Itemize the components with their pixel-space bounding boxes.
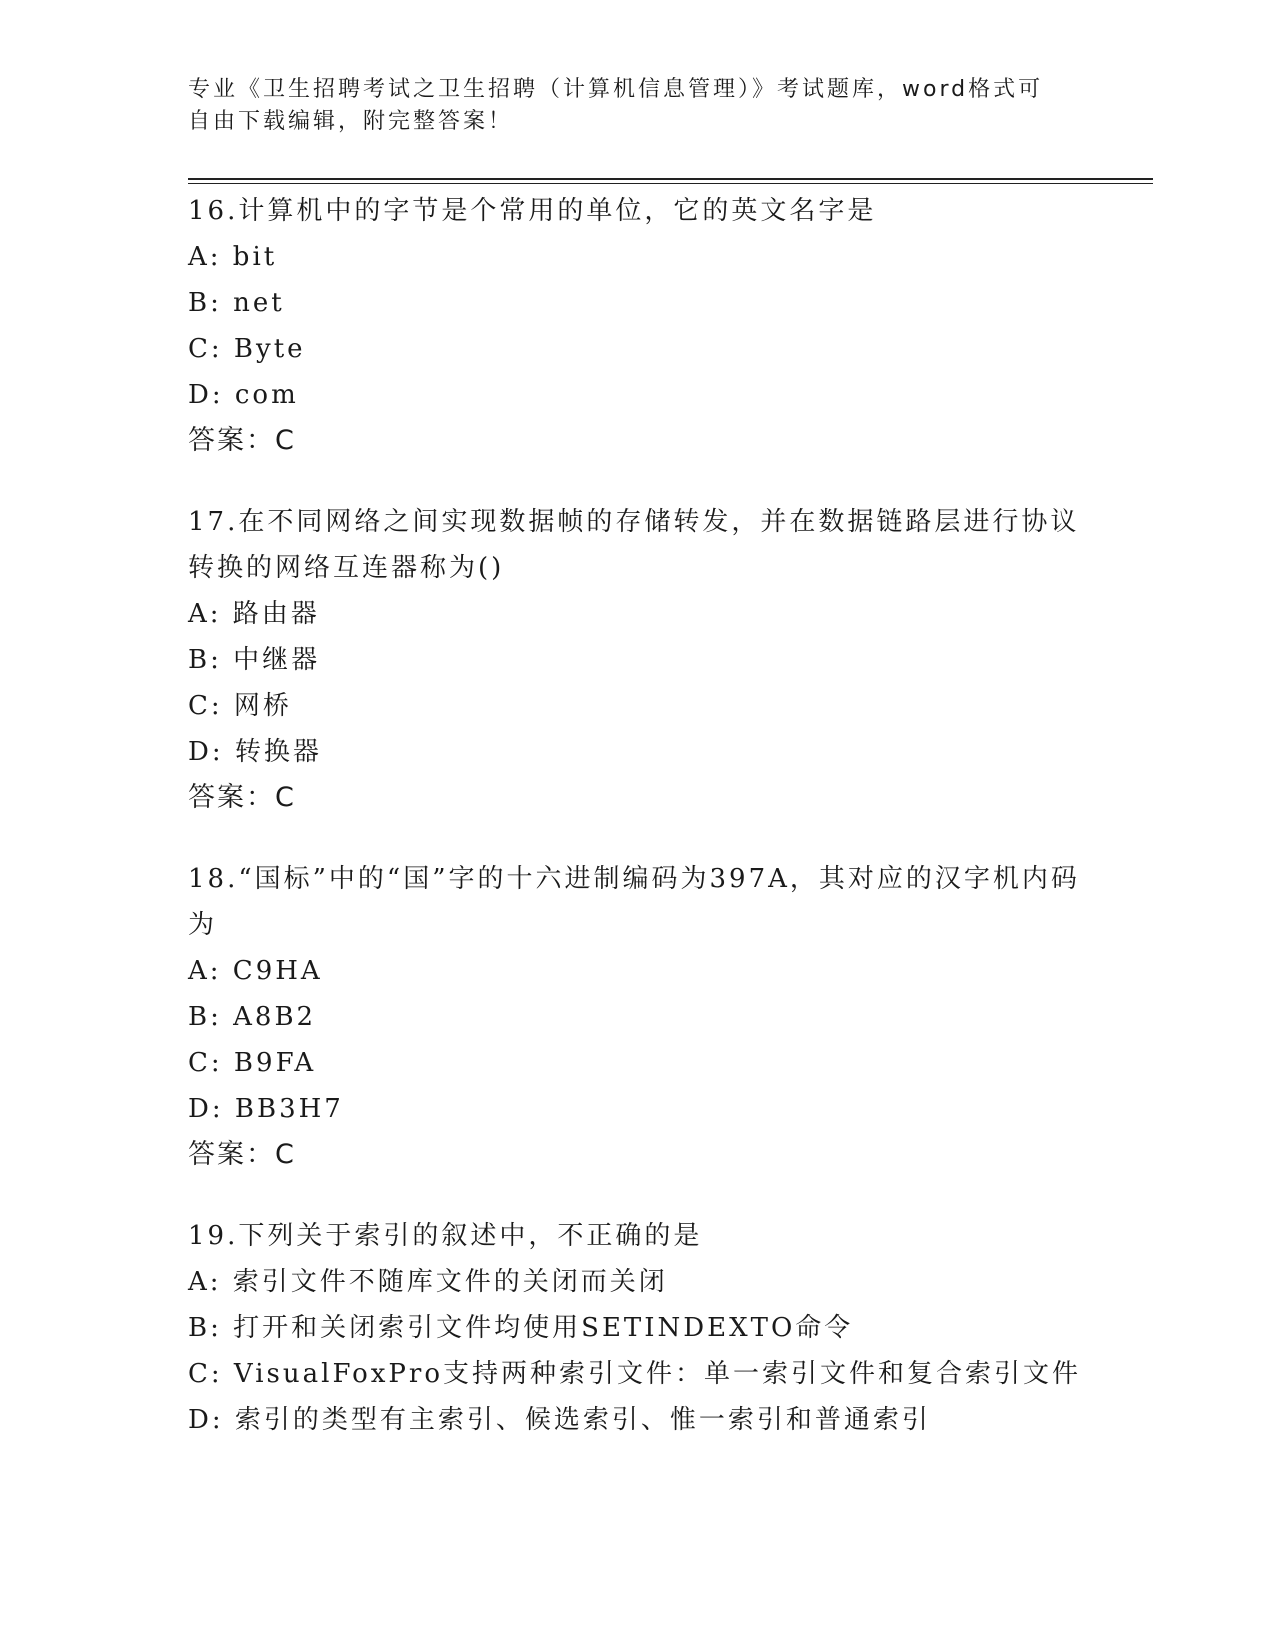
document-header: 专业《卫生招聘考试之卫生招聘（计算机信息管理）》考试题库，word格式可自由下载编辑，附完整答案！ [188,77,1044,134]
option-c: C: B9FA [188,1048,317,1078]
answer-line: 答案：C [188,425,296,456]
option-b: B: A8B2 [188,1002,317,1032]
question-16 [188,188,1088,464]
header-rule-thin [188,183,1153,184]
option-d: D: 索引的类型有主索引、候选索引、惟一索引和普通索引 [188,1405,931,1435]
option-a: A: bit [188,242,278,272]
option-d: D: com [188,380,299,410]
option-a: A: C9HA [188,956,323,986]
answer-line: 答案：C [188,1139,296,1170]
option-d: D: BB3H7 [188,1094,344,1124]
question-17 [188,499,1088,821]
option-b: B: net [188,288,285,318]
option-b: B: 中继器 [188,645,321,675]
option-c: C: VisualFoxPro支持两种索引文件：单一索引文件和复合索引文件 [188,1359,1081,1389]
option-c: C: 网桥 [188,691,292,721]
header-rule-thick [188,178,1153,180]
question-stem: 19.下列关于索引的叙述中，不正确的是 [188,1221,703,1251]
question-19 [188,1213,1088,1443]
option-d: D: 转换器 [188,737,322,767]
question-stem: 16.计算机中的字节是个常用的单位，它的英文名字是 [188,196,877,226]
option-c: C: Byte [188,334,306,364]
question-stem: 17.在不同网络之间实现数据帧的存储转发，并在数据链路层进行协议转换的网络互连器称为() [188,507,1080,583]
option-a: A: 索引文件不随库文件的关闭而关闭 [188,1267,668,1297]
question-stem: 18.“国标”中的“国”字的十六进制编码为397A，其对应的汉字机内码为 [188,864,1080,940]
question-list [188,188,1088,1478]
option-a: A: 路由器 [188,599,320,629]
option-b: B: 打开和关闭索引文件均使用SETINDEXTO命令 [188,1313,854,1343]
question-18 [188,856,1088,1178]
answer-line: 答案：C [188,782,296,813]
